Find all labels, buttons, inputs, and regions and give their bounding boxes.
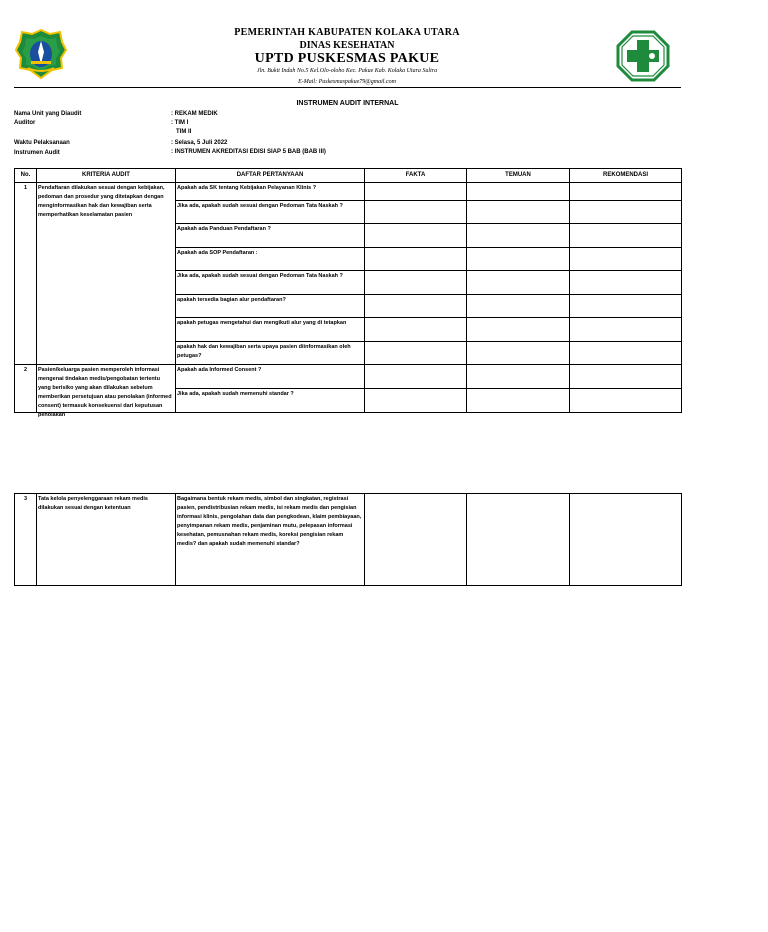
header-daftar: DAFTAR PERTANYAAN — [176, 169, 365, 183]
waktu-value: : Selasa, 5 Juli 2022 — [171, 140, 228, 146]
row3-question: Bagaimana bentuk rekam medis, simbol dan singkatan, registrasi pasien, pendistribusian rekam medis, isi rekam medis dan pengisian informasi klinis, pengolahan data dan pengkodean, klaim pembiayaan, penyimpanan rekam medis, penjaminan mutu, pelepasan informasi kesehatan, pemusnahan rekam medis, koreksi pengisian rekam medis? dan apakah sudah memenuhi standar? — [176, 494, 365, 586]
row1-question: Apakah ada SOP Pendaftaran : — [176, 248, 365, 271]
temuan-cell[interactable] — [467, 365, 570, 389]
row1-no: 1 — [15, 183, 37, 365]
header-temuan: TEMUAN — [467, 169, 570, 183]
header-rekomendasi: REKOMENDASI — [570, 169, 682, 183]
table-row — [15, 183, 682, 201]
fakta-cell[interactable] — [365, 201, 467, 224]
rekomendasi-cell[interactable] — [570, 201, 682, 224]
row1-question: apakah tersedia bagian alur pendaftaran? — [176, 295, 365, 318]
rekomendasi-cell[interactable] — [570, 271, 682, 295]
header-no: No. — [15, 169, 37, 183]
waktu-label: Waktu Pelaksanaan — [14, 140, 70, 146]
audit-table — [14, 168, 682, 418]
table-row — [15, 494, 682, 586]
instrumen-label: Instrumen Audit — [14, 150, 60, 156]
rekomendasi-cell[interactable] — [570, 494, 682, 586]
row2-question: Apakah ada Informed Consent ? — [176, 365, 365, 389]
header-institution: UPTD PUSKESMAS PAKUE — [254, 51, 440, 66]
row2-no: 2 — [15, 365, 37, 413]
rekomendasi-cell[interactable] — [570, 318, 682, 342]
fakta-cell[interactable] — [365, 295, 467, 318]
header-divider — [14, 87, 681, 88]
header-government: PEMERINTAH KABUPATEN KOLAKA UTARA — [234, 27, 460, 38]
temuan-cell[interactable] — [467, 248, 570, 271]
fakta-cell[interactable] — [365, 494, 467, 586]
row1-question: Apakah ada SK tentang Kebijakan Pelayanan Klinis ? — [176, 183, 365, 201]
rekomendasi-cell[interactable] — [570, 248, 682, 271]
auditor-value-2: TIM II — [176, 129, 192, 135]
auditor-value-1: : TIM I — [171, 120, 189, 126]
rekomendasi-cell[interactable] — [570, 295, 682, 318]
row1-question: Apakah ada Panduan Pendaftaran ? — [176, 224, 365, 248]
unit-value: : REKAM MEDIK — [171, 111, 218, 117]
temuan-cell[interactable] — [467, 224, 570, 248]
row1-kriteria: Pendaftaran dilakukan sesuai dengan kebijakan, pedoman dan prosedur yang ditetapkan dengan menginformasikan hak dan kewajiban serta memperhatikan keselamatan pasien — [37, 183, 176, 365]
temuan-cell[interactable] — [467, 342, 570, 365]
table-header-row — [15, 169, 682, 183]
fakta-cell[interactable] — [365, 248, 467, 271]
row1-question: Jika ada, apakah sudah sesuai dengan Pedoman Tata Naskah ? — [176, 271, 365, 295]
header-kriteria: KRITERIA AUDIT — [37, 169, 176, 183]
rekomendasi-cell[interactable] — [570, 224, 682, 248]
row1-question: apakah hak dan kewajiban serta upaya pasien diinformasikan oleh petugas? — [176, 342, 365, 365]
header-email: E-Mail: Puskesmaspakue79@gmail.com — [298, 79, 396, 85]
header-address: Jln. Bukit Indah No.5 Kel.Olo-oloho Kec. Pakue Kab. Kolaka Utara Sultra — [256, 68, 438, 74]
fakta-cell[interactable] — [365, 318, 467, 342]
fakta-cell[interactable] — [365, 389, 467, 413]
rekomendasi-cell[interactable] — [570, 365, 682, 389]
fakta-cell[interactable] — [365, 224, 467, 248]
row3-no: 3 — [15, 494, 37, 586]
row3-kriteria: Tata kelola penyelenggaraan rekam medis dilakukan sesuai dengan ketentuan — [37, 494, 176, 586]
rekomendasi-cell[interactable] — [570, 389, 682, 413]
row2-kriteria — [37, 365, 176, 418]
fakta-cell[interactable] — [365, 365, 467, 389]
temuan-cell[interactable] — [467, 389, 570, 413]
temuan-cell[interactable] — [467, 183, 570, 201]
rekomendasi-cell[interactable] — [570, 183, 682, 201]
row1-question: apakah petugas mengetahui dan mengikuti alur yang di tetapkan — [176, 318, 365, 342]
header-fakta: FAKTA — [365, 169, 467, 183]
auditor-label: Auditor — [14, 120, 36, 126]
temuan-cell[interactable] — [467, 271, 570, 295]
unit-label: Nama Unit yang Diaudit — [14, 111, 82, 117]
instrumen-value: : INSTRUMEN AKREDITASI EDISI SIAP 5 BAB (BAB III) — [171, 149, 326, 155]
temuan-cell[interactable] — [467, 295, 570, 318]
fakta-cell[interactable] — [365, 183, 467, 201]
temuan-cell[interactable] — [467, 318, 570, 342]
document-title: INSTRUMEN AUDIT INTERNAL — [296, 100, 399, 107]
fakta-cell[interactable] — [365, 342, 467, 365]
kolaka-utara-emblem-icon — [14, 28, 68, 80]
row2-kriteria-text: Pasien/keluarga pasien memperoleh informasi mengenai tindakan medis/pengobatan tertentu yang berisiko yang akan dilakukan sebelum memberikan persetujuan atau penolakan (informed consent) termasuk konsekuensi dari keputusan penolakan — [38, 367, 172, 418]
row1-question: Jika ada, apakah sudah sesuai dengan Pedoman Tata Naskah ? — [176, 201, 365, 224]
header-department: DINAS KESEHATAN — [299, 40, 395, 51]
rekomendasi-cell[interactable] — [570, 342, 682, 365]
temuan-cell[interactable] — [467, 494, 570, 586]
temuan-cell[interactable] — [467, 201, 570, 224]
audit-table-continued — [14, 493, 682, 586]
table-row — [15, 365, 682, 389]
row2-question: Jika ada, apakah sudah memenuhi standar ? — [176, 389, 365, 413]
puskesmas-logo-icon — [616, 30, 670, 82]
fakta-cell[interactable] — [365, 271, 467, 295]
